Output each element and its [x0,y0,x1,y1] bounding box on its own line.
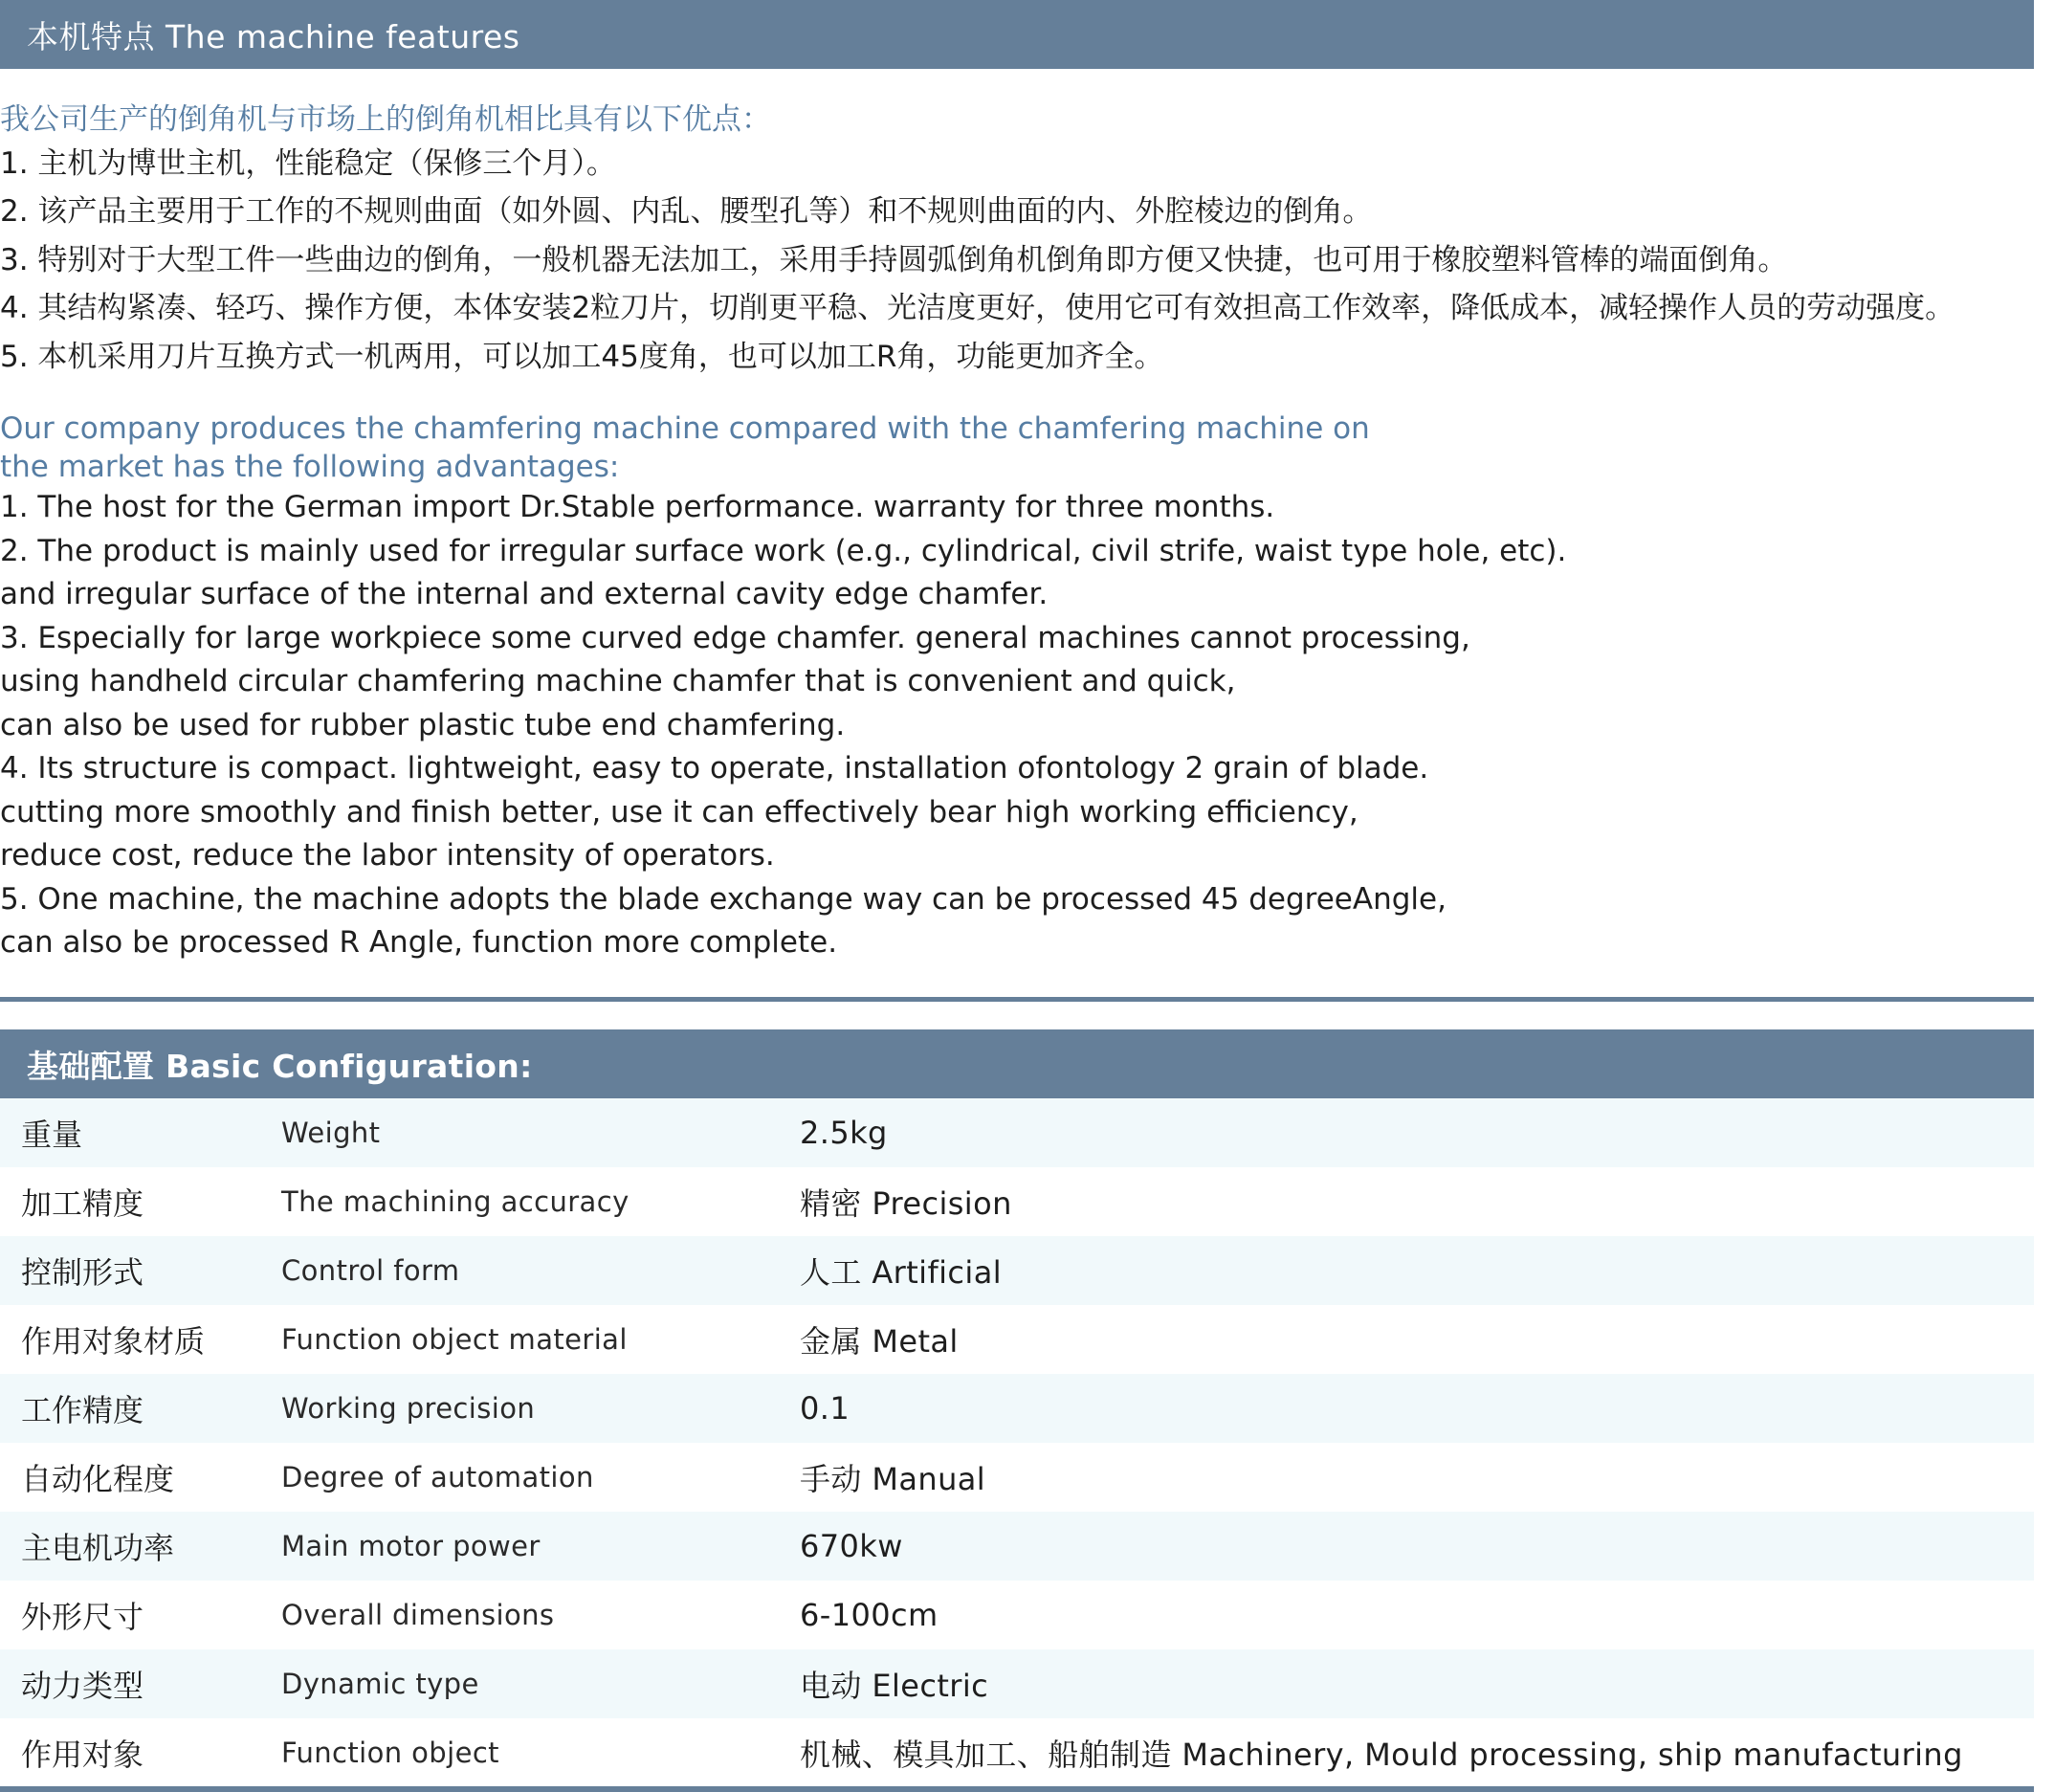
config-label-cn: 自动化程度 [0,1443,281,1512]
bottom-divider [0,1786,2034,1792]
en-intro-line: the market has the following advantages: [0,450,620,484]
features-header [0,0,2034,69]
config-value: 手动 Manual [800,1443,2034,1512]
en-feature-line: using handheld circular chamfering machine chamfer that is convenient and quick, [0,664,1236,698]
en-feature-item [0,530,2054,617]
features-header-title: 本机特点 The machine features [27,17,520,55]
config-header-title: 基础配置 Basic Configuration: [27,1047,533,1085]
config-label-cn: 外形尺寸 [0,1581,281,1649]
cn-feature-item: 3. 特别对于大型工件一些曲边的倒角，一般机器无法加工，采用手持圆弧倒角机倒角即方便又快捷，也可用于橡胶塑料管棒的端面倒角。 [0,242,1788,277]
config-value: 电动 Electric [800,1649,2034,1718]
table-row [0,1305,2034,1374]
config-label-cn: 重量 [0,1098,281,1167]
en-feature-line: 2. The product is mainly used for irregular surface work (e.g., cylindrical, civil strife, waist type hole, etc). [0,533,1567,568]
en-feature-line: 5. One machine, the machine adopts the blade exchange way can be processed 45 degreeAngle, [0,881,1447,917]
config-value: 2.5kg [800,1098,2034,1167]
config-label-en: Weight [281,1098,800,1167]
config-label-cn: 加工精度 [0,1167,281,1236]
config-value: 6-100cm [800,1581,2034,1649]
en-feature-line: and irregular surface of the internal and external cavity edge chamfer. [0,577,1049,611]
config-label-en: Function object [281,1718,800,1787]
table-row [0,1167,2034,1236]
config-label-en: Working precision [281,1374,800,1443]
en-feature-line: can also be processed R Angle, function more complete. [0,925,838,960]
config-table [0,1098,2034,1787]
cn-feature-item: 2. 该产品主要用于工作的不规则曲面（如外圆、内乱、腰型孔等）和不规则曲面的内、外腔棱边的倒角。 [0,194,1373,230]
table-row [0,1443,2034,1512]
config-label-cn: 工作精度 [0,1374,281,1443]
config-label-cn: 作用对象 [0,1718,281,1787]
en-feature-item [0,486,2054,530]
config-label-en: Function object material [281,1305,800,1374]
features-chinese-section [0,100,2054,381]
cn-feature-item: 1. 主机为博世主机，性能稳定（保修三个月）。 [0,146,616,181]
en-feature-line: reduce cost, reduce the labor intensity of operators. [0,838,775,873]
table-row [0,1374,2034,1443]
table-row [0,1718,2034,1787]
features-english-section [0,409,2054,965]
en-intro [0,409,2054,486]
config-value: 0.1 [800,1374,2034,1443]
section-divider [0,997,2034,1002]
table-row [0,1581,2034,1649]
table-row [0,1236,2034,1305]
cn-intro: 我公司生产的倒角机与市场上的倒角机相比具有以下优点： [0,102,771,137]
config-label-en: Dynamic type [281,1649,800,1718]
config-value: 精密 Precision [800,1167,2034,1236]
config-label-cn: 动力类型 [0,1649,281,1718]
config-label-en: Overall dimensions [281,1581,800,1649]
config-label-en: Control form [281,1236,800,1305]
config-value: 机械、模具加工、船舶制造 Machinery, Mould processing, ship manufacturing [800,1718,2034,1787]
config-value: 人工 Artificial [800,1236,2034,1305]
en-feature-line: can also be used for rubber plastic tube end chamfering. [0,707,846,742]
table-row [0,1649,2034,1718]
config-label-en: Main motor power [281,1512,800,1581]
en-intro-line: Our company produces the chamfering machine compared with the chamfering machine on [0,411,1370,446]
config-label-cn: 控制形式 [0,1236,281,1305]
config-label-cn: 主电机功率 [0,1512,281,1581]
en-feature-item [0,878,2054,965]
en-feature-item [0,617,2054,748]
cn-feature-item: 4. 其结构紧凑、轻巧、操作方便，本体安装2粒刀片，切削更平稳、光洁度更好，使用它可有效担高工作效率，降低成本，减轻操作人员的劳动强度。 [0,291,1955,326]
table-row [0,1512,2034,1581]
config-label-en: The machining accuracy [281,1167,800,1236]
config-value: 金属 Metal [800,1305,2034,1374]
en-feature-line: 3. Especially for large workpiece some curved edge chamfer. general machines cannot processing, [0,620,1470,655]
table-row [0,1098,2034,1167]
config-label-cn: 作用对象材质 [0,1305,281,1374]
en-feature-line: 4. Its structure is compact. lightweight, easy to operate, installation ofontology 2 grain of blade. [0,751,1429,785]
config-label-en: Degree of automation [281,1443,800,1512]
config-value: 670kw [800,1512,2034,1581]
config-header [0,1029,2034,1098]
en-feature-line: cutting more smoothly and finish better, use it can effectively bear high working efficiency, [0,794,1358,830]
en-feature-item [0,747,2054,878]
cn-feature-item: 5. 本机采用刀片互换方式一机两用，可以加工45度角，也可以加工R角，功能更加齐全。 [0,339,1164,374]
en-feature-line: 1. The host for the German import Dr.Stable performance. warranty for three months. [0,490,1275,524]
